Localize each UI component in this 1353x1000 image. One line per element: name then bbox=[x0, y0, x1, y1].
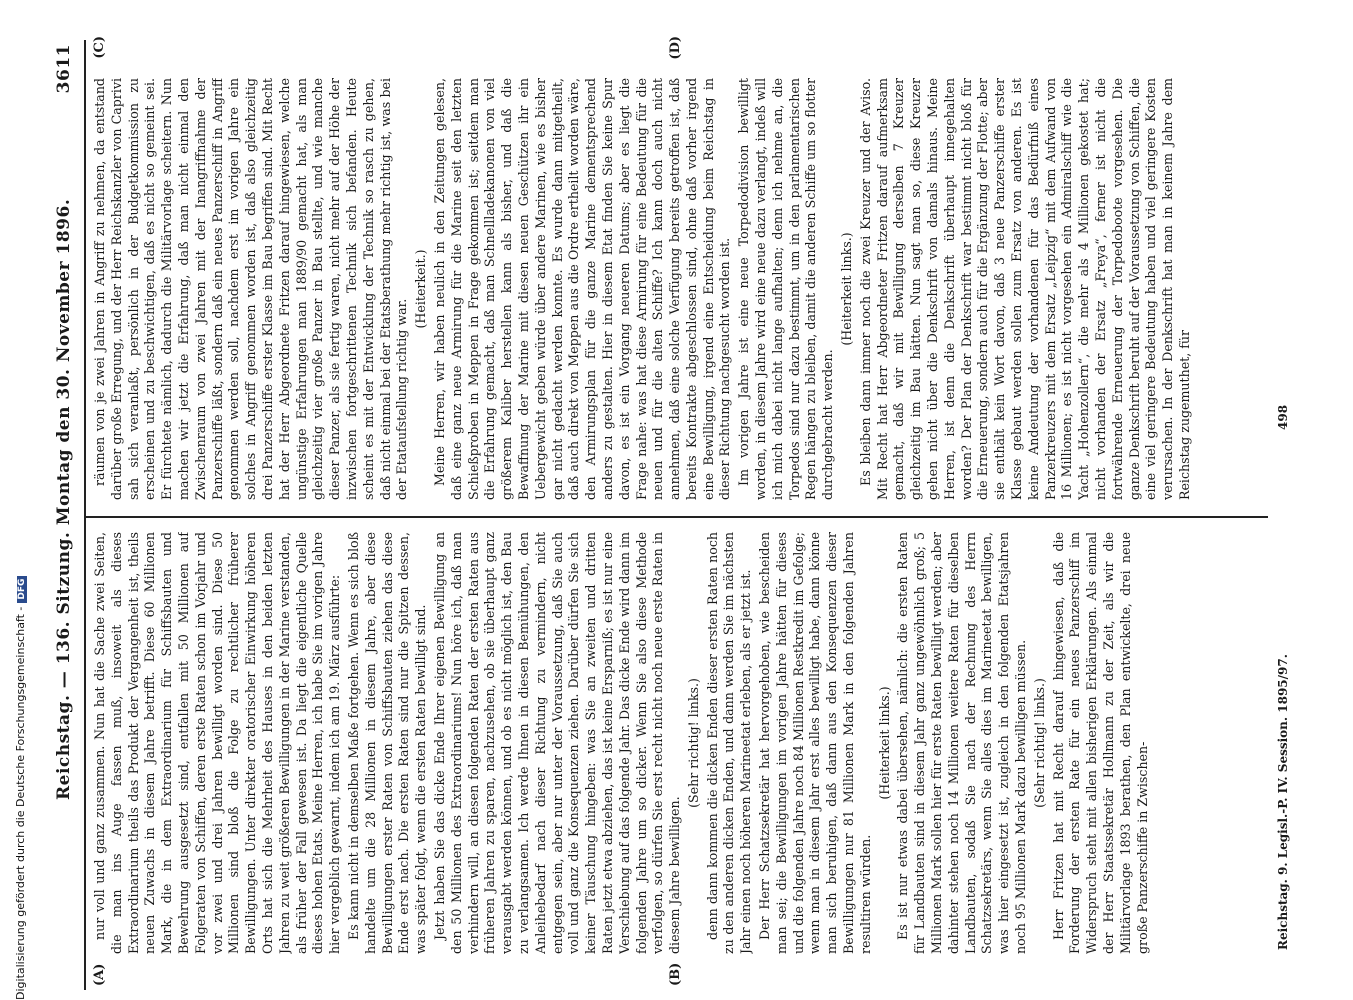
margin-mark-b: (B) bbox=[668, 962, 683, 986]
column-divider bbox=[86, 516, 1268, 518]
digitization-credit bbox=[14, 576, 27, 1000]
paragraph: (Heiterkeit.) bbox=[413, 249, 429, 329]
paragraph: denn dann kommen die dicken Enden dieser ersten Raten noch zu den anderen dicken Enden, und dann werden Sie im nächsten Jahr einen noch höheren Marineetat erleben, als er jetzt ist. bbox=[704, 532, 754, 954]
paragraph: (Sehr richtig! links.) bbox=[1031, 678, 1047, 808]
paragraph: Es bleiben dann immer noch die zwei Kreuzer und der Aviso. Mit Recht hat Herr Abgeordneter Fritzen darauf aufmerksam gemacht, daß wir mit Bewilligung derselben 7 Kreuzer gleichzeitig im Bau hätten. Nun sagt man so, diese Kreuzer gehen nicht über die Denkschrift von damals hinaus. Meine Herren, ist denn die Denkschrift überhaupt innegehalten worden? Der Plan der Denkschrift war bestimmt nicht bloß für die Erneuerung, sondern auch für die Ergänzung der Flotte; aber sie enthält kein Wort davon, daß 3 neue Panzerschiffe erster Klasse gebaut werden sollen zum Ersatz von anderen. Es ist keine Andeutung der vorhandenen für das Bedürfniß eines Panzerkreuzers mit dem Ersatz „Leipzig“ mit dem Aufwand von 16 Millionen; es ist nicht vorgesehen ein Admiralschiff wie die Yacht „Hohenzollern“, die mehr als 4 Millionen gekostet hat; nicht vorhanden der Ersatz „Freya“, ferner ist nicht die fortwährende Erneuerung der Torpedoboote vorgesehen. Die ganze Denkschrift beruht auf der Voraussetzung von Schiffen, die eine viel geringere Bedeutung haben und viel geringere Kosten verursachen. In der Denkschrift hat man in keinem Jahre dem Reichstag zugemuthet, für bbox=[857, 78, 1192, 500]
paragraph: Es kann nicht in demselben Maße fortgehen. Wenn es sich bloß handelte um die 28 Millionen in diesem Jahre, aber diese Bewilligungen erster Raten von Schiffsbauten ziehen das diese Ende erst nach. Die ersten Raten sind nur die Spitzen dessen, was später folgt, wenn die ersten Raten bewilligt sind. bbox=[345, 532, 429, 954]
header-title: Reichstag. — 136. Sitzung. Montag den 30. November 1896. bbox=[54, 198, 74, 800]
margin-mark-d: (D) bbox=[668, 36, 683, 60]
header-rule bbox=[84, 40, 86, 990]
margin-mark-c: (C) bbox=[92, 36, 107, 59]
footer-folio: 498 bbox=[1276, 404, 1290, 430]
footer-session: Reichstag. 9. Legisl.-P. IV. Session. 1895/97. bbox=[1276, 654, 1290, 950]
paragraph: (Sehr richtig! links.) bbox=[685, 678, 701, 808]
paragraph: (Heiterkeit links.) bbox=[876, 686, 892, 800]
left-text-column bbox=[92, 532, 1262, 954]
paragraph: Der Herr Schatzsekretär hat hervorgehoben, wie bescheiden man sei; die Bewilligungen im vorigen Jahre hätten für dieses und die folgenden Jahre noch 84 Millionen Restkredit im Gefolge; wenn man in diesem Jahr erst alles bewilligt habe, dann könne man sich beruhigen, daß dann aus den Konsequenzen dieser Bewilligungen nur 81 Millionen Mark in den folgenden Jahren resultiren würden. bbox=[757, 532, 873, 954]
page-header bbox=[48, 40, 82, 990]
paragraph: räumen von je zwei Jahren in Angriff zu nehmen, da entstand darüber große Erregung, und der Herr Reichskanzler von Caprivi sah sich veranlaßt, persönlich in der Budgetkommission zu erscheinen und zu beschwichtigen, daß es nicht so gemeint sei. Er fürchtete nämlich, dadurch die Militärvorlage scheitern. Nun machen wir jetzt die Erfahrung, daß man nicht einmal den Zwischenraum von zwei Jahren mit der Inangriffnahme der Panzerschiffe läßt, sondern daß ein neues Panzerschiff in Angriff genommen werden soll, nachdem erst im vorigen Jahre ein solches in Angriff genommen worden ist, daß also gleichzeitig drei Panzerschiffe erster Klasse im Bau begriffen sind. Mit Recht hat der Herr Abgeordnete Fritzen darauf hingewiesen, welche ungünstige Erfahrungen man 1889/90 gemacht hat, als man gleichzeitig vier große Panzer in Bau stellte, und wie manche dieser Panzer, als sie fertig waren, nicht mehr auf der Höhe der inzwischen fortgeschrittenen Technik sich befanden. Heute scheint es mit der Entwicklung der Technik so rasch zu gehen, daß nicht einmal bei der Etatsberathung mehr richtig ist, was bei der Etataufstellung richtig war. bbox=[92, 78, 410, 500]
paragraph: Herr Fritzen hat mit Recht darauf hingewiesen, daß die Forderung der ersten Rate für ein neues Panzerschiff im Widerspruch steht mit allen bisherigen Erklärungen. Als einmal der Herr Staatssekretär Hollmann zu der Zeit, als wir die Militärvorlage 1893 berathen, den Plan entwickelte, drei neue große Panzerschiffe in Zwischen- bbox=[1050, 532, 1150, 954]
document-page bbox=[48, 36, 1298, 990]
credit-text: Digitalisierung gefördert durch die Deutsche Forschungsgemeinschaft - bbox=[14, 606, 27, 1000]
paragraph: nur voll und ganz zusammen. Nun hat die Sache zwei Seiten, die man ins Auge fassen muß, insoweit als dieses Extraordinarium theils das Produkt der Vergangenheit ist, theils neuen Zuwachs in diesem Jahre betrifft. Diese 60 Millionen Mark, die in dem Extraordinarium für Schiffsbauten und Bewehrung ausgesetzt sind, entfallen mit 50 Millionen auf Folgeraten von Schiffen, deren erste Raten schon im Vorjahr und vor zwei und drei Jahren bewilligt worden sind. Diese 50 Millionen sind bloß die Folge zu rechtlicher früherer Bewilligungen. Unter direkter oratorischer Einwirkung höheren Orts hat sich die Mehrheit des Hauses in den beiden letzten Jahren zu weit größeren Bewilligungen in der Marine verstanden, als früher der Fall gewesen ist. Da liegt die eigentliche Quelle dieses hohen Etats. Meine Herren, ich habe Sie im vorigen Jahre hier vergeblich gewarnt, indem ich am 19. März ausführte: bbox=[92, 532, 343, 954]
right-text-column bbox=[92, 78, 1262, 500]
paragraph: Jetzt haben Sie das dicke Ende Ihrer eigenen Bewilligung an den 50 Millionen des Extraordinariums! Nun höre ich, daß man verhindern will, an diesen folgenden Raten der ersten Raten aus früheren Jahren zu sparen, nachzusehen, ob sie überhaupt ganz verausgabt werden können, und ob es nicht möglich ist, den Bau zu verlangsamen. Ich werde Ihnen in diesen Bemühungen, den Anleihebedarf nach dieser Richtung zu vermindern, nicht entgegen sein, aber nur unter der Voraussetzung, daß Sie auch voll und ganz die Konsequenzen ziehen. Darüber dürfen Sie sich keiner Täuschung hingeben: was Sie an zweiten und dritten Raten jetzt etwa abziehen, das ist keine Ersparniß; es ist nur eine Verschiebung auf das folgende Jahr. Das dicke Ende wird dann im folgenden Jahre um so dicker. Wenn Sie also diese Methode verfolgen, so dürfen Sie erst recht nicht noch neue erste Raten in diesem Jahre bewilligen. bbox=[431, 532, 683, 954]
dfg-logo: DFG bbox=[17, 576, 27, 603]
paragraph: Im vorigen Jahre ist eine neue Torpedodivision bewilligt worden, in diesem Jahre wird eine neue dazu verlangt, indeß will ich mich dabei nicht lange aufhalten; denn ich nehme an, die Torpedos sind nur dazu bestimmt, um in den parlamentarischen Regen hängen zu bleiben, damit die anderen Schiffe um so flotter durchgebracht werden. bbox=[736, 78, 836, 500]
margin-mark-a: (A) bbox=[92, 963, 107, 986]
paragraph: Es ist nur etwas dabei übersehen, nämlich: die ersten Raten für Landbauten sind in diesem Jahr ganz ungewöhnlich groß; 5 Millionen Mark sollen hier für erste Raten bewilligt werden; aber dahinter stehen noch 14 Millionen weitere Raten für dieselben Landbauten, sodaß Sie nach der Rechnung des Herrn Schatzsekretärs, wenn Sie alles dies im Marineetat bewilligen, was hier eingesetzt ist, zugleich in den folgenden Etatsjahren noch 95 Millionen Mark dazu bewilligen müssen. bbox=[895, 532, 1029, 954]
paragraph: Meine Herren, wir haben neulich in den Zeitungen gelesen, daß eine ganz neue Armirung für die Marine seit den letzten Schießproben in Meppen in Frage gekommen ist; seitdem man die Erfahrung gemacht, daß man Schnellladekanonen von viel größerem Kaliber herstellen kann als bisher, und daß die Bewaffnung der Marine mit diesen neuen Geschützen ihr ein Uebergewicht geben würde über andere Marinen, wie es bisher gar nicht gedacht werden konnte. Es wurde dann mitgetheilt, daß auch direkt von Meppen aus die Ordre ertheilt worden wäre, den Armirungsplan für die ganze Marine dementsprechend anders zu gestalten. Hier in diesem Etat finden Sie keine Spur davon, es ist ein Vorgang neueren Datums; aber es liegt die Frage nahe: was hat diese Armirung für eine Bedeutung für die neuen und für die alten Schiffe? Ich kann doch auch nicht annehmen, daß eine solche Verfügung bereits getroffen ist, daß bereits Kontrakte abgeschlossen sind, ohne daß vorher irgend eine Bewilligung, irgend eine Entscheidung beim Reichstag in dieser Richtung nachgesucht worden ist. bbox=[431, 78, 733, 500]
paragraph: (Heiterkeit links.) bbox=[839, 232, 855, 346]
page-number: 3611 bbox=[54, 44, 74, 94]
